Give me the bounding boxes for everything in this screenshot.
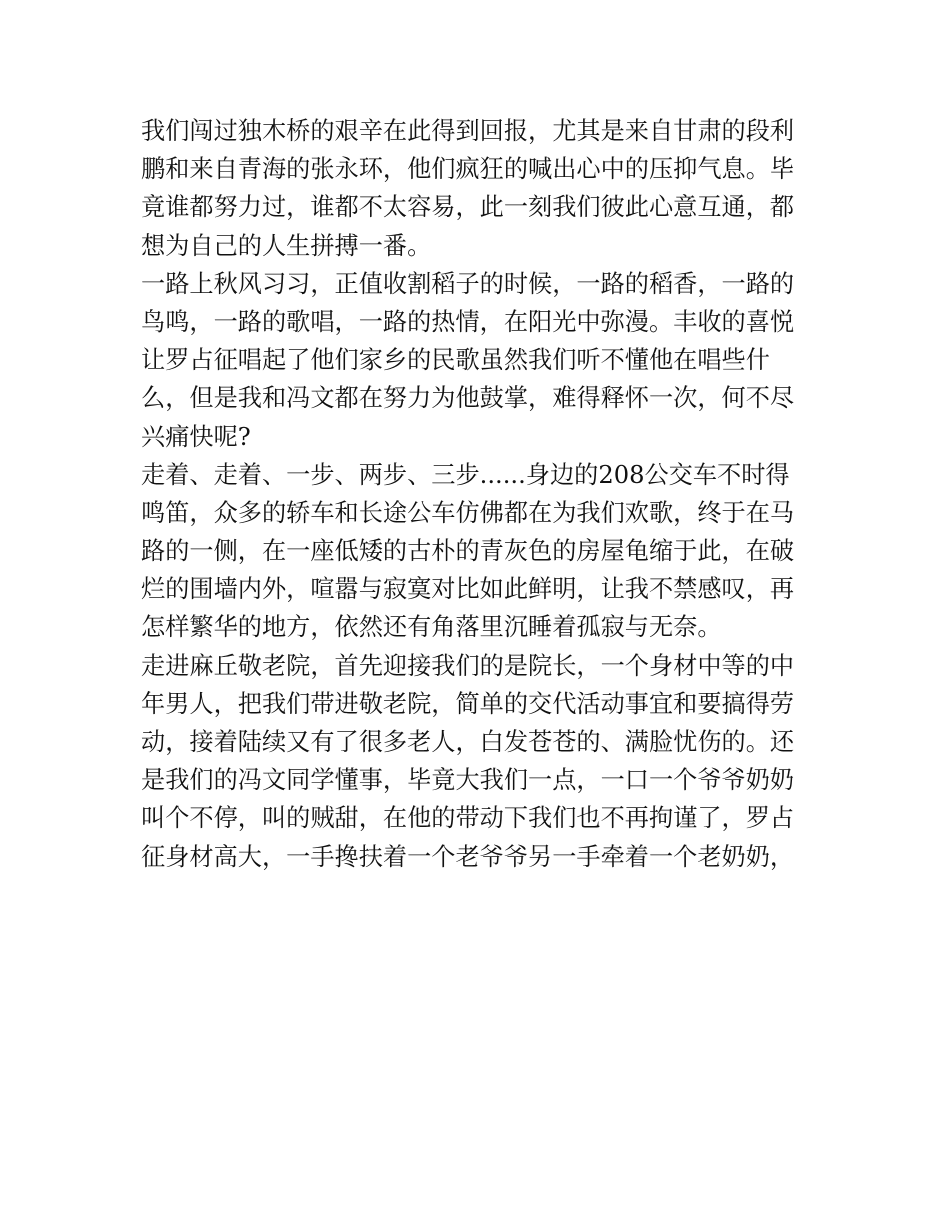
paragraph-1 bbox=[141, 112, 817, 265]
text-line: 征身材高大，一手搀扶着一个老爷爷另一手牵着一个老奶奶， bbox=[141, 842, 795, 871]
text-line: 让罗占征唱起了他们家乡的民歌虽然我们听不懂他在唱些什 bbox=[141, 346, 770, 375]
text-line: 怎样繁华的地方，依然还有角落里沉睡着孤寂与无奈。 bbox=[141, 613, 722, 642]
paragraph-4 bbox=[141, 647, 817, 876]
document-body bbox=[141, 112, 817, 876]
text-line: 走进麻丘敬老院，首先迎接我们的是院长，一个身材中等的中 bbox=[141, 651, 795, 680]
paragraph-3 bbox=[141, 456, 817, 647]
text-line: 么，但是我和冯文都在努力为他鼓掌，难得释怀一次，何不尽 bbox=[141, 384, 795, 413]
text-line: 竟谁都努力过，谁都不太容易，此一刻我们彼此心意互通，都 bbox=[141, 193, 795, 222]
text-line: 走着、走着、一步、两步、三步......身边的208公交车不时得 bbox=[141, 460, 790, 489]
text-line: 兴痛快呢? bbox=[141, 422, 251, 451]
text-line: 鸟鸣，一路的歌唱，一路的热情，在阳光中弥漫。丰收的喜悦 bbox=[141, 307, 795, 336]
text-line: 是我们的冯文同学懂事，毕竟大我们一点，一口一个爷爷奶奶 bbox=[141, 766, 795, 795]
text-line: 鹏和来自青海的张永环，他们疯狂的喊出心中的压抑气息。毕 bbox=[141, 155, 795, 184]
text-line: 年男人，把我们带进敬老院，简单的交代活动事宜和要搞得劳 bbox=[141, 689, 795, 718]
text-line: 一路上秋风习习，正值收割稻子的时候，一路的稻香，一路的 bbox=[141, 269, 795, 298]
text-line: 鸣笛，众多的轿车和长途公车仿佛都在为我们欢歌，终于在马 bbox=[141, 498, 795, 527]
text-line: 路的一侧，在一座低矮的古朴的青灰色的房屋龟缩于此，在破 bbox=[141, 537, 795, 566]
text-line: 想为自己的人生拼搏一番。 bbox=[141, 231, 432, 260]
text-line: 烂的围墙内外，喧嚣与寂寞对比如此鲜明，让我不禁感叹，再 bbox=[141, 575, 795, 604]
paragraph-2 bbox=[141, 265, 817, 456]
text-line: 动，接着陆续又有了很多老人，白发苍苍的、满脸忧伤的。还 bbox=[141, 728, 795, 756]
text-line: 我们闯过独木桥的艰辛在此得到回报，尤其是来自甘肃的段利 bbox=[141, 117, 795, 145]
text-line: 叫个不停，叫的贼甜，在他的带动下我们也不再拘谨了，罗占 bbox=[141, 804, 795, 833]
